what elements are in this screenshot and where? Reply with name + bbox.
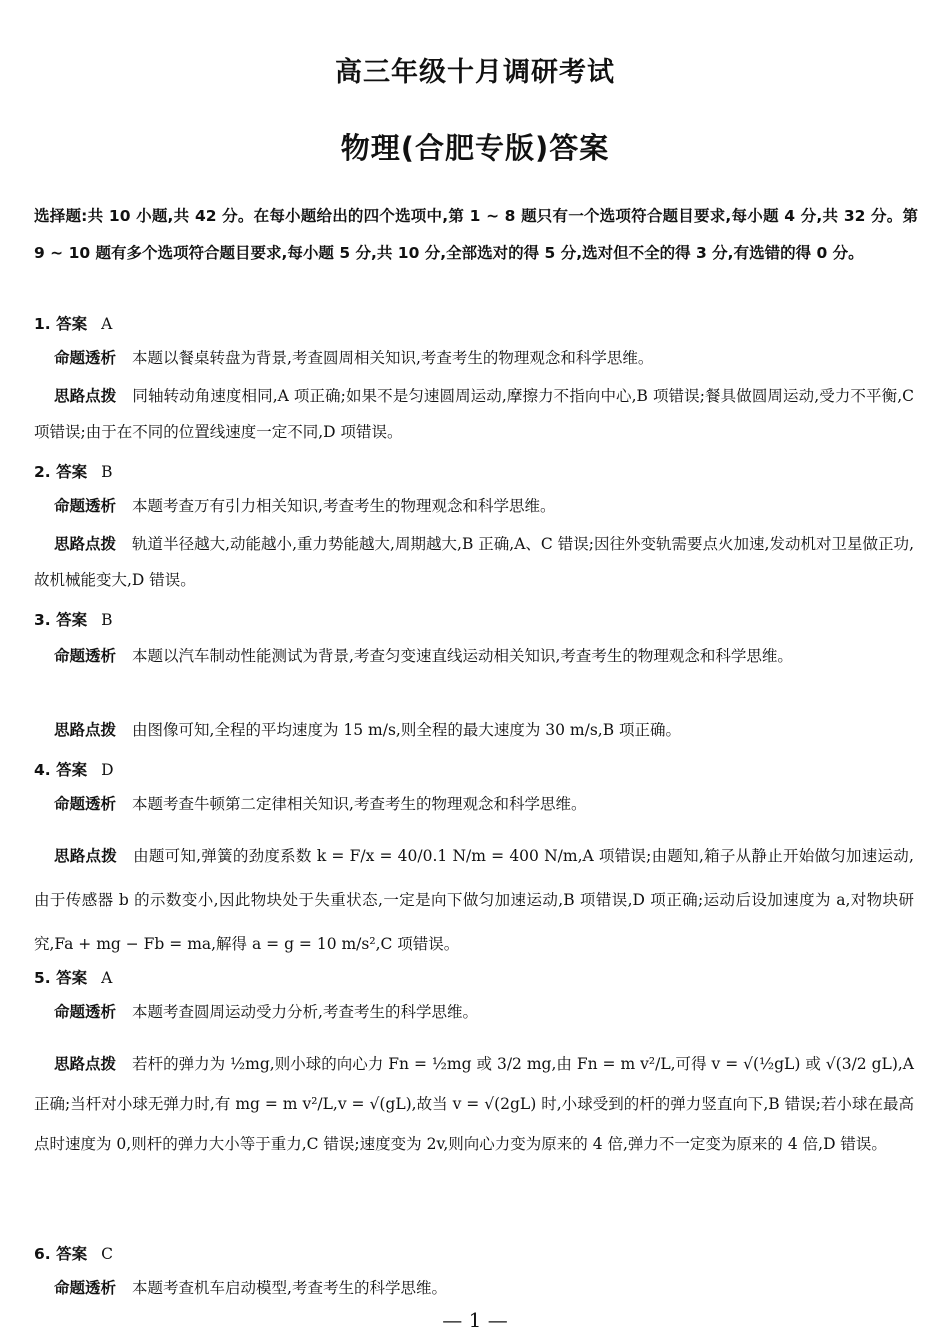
answer-letter: A	[101, 969, 113, 987]
question-6-analysis	[34, 1270, 914, 1306]
analysis-label: 命题透析	[54, 349, 117, 367]
question-1-hint	[34, 378, 914, 450]
instructions: 选择题:共 10 小题,共 42 分。在每小题给出的四个选项中,第 1 ~ 8 题只有一个选项符合题目要求,每小题 4 分,共 32 分。第 9 ~ 10 题有多个选项符合题目要求,每小题 5 分,共 10 分,全部选对的得 5 分,选对但不全的得 3 分,有选错的得 0 分。	[34, 207, 918, 262]
analysis-label: 命题透析	[54, 647, 117, 665]
question-2-hint	[34, 526, 914, 598]
analysis-label: 命题透析	[54, 497, 117, 515]
hint-label: 思路点拨	[54, 387, 117, 405]
analysis-text: 本题以餐桌转盘为背景,考查圆周相关知识,考查考生的物理观念和科学思维。	[132, 349, 654, 367]
question-3-hint	[34, 712, 914, 748]
question-head: 6. 答案	[34, 1245, 88, 1263]
question-head: 3. 答案	[34, 611, 88, 629]
analysis-text: 本题考查机车启动模型,考查考生的科学思维。	[132, 1279, 447, 1297]
question-head: 2. 答案	[34, 463, 88, 481]
question-2-answer	[34, 460, 112, 482]
hint-text: 同轴转动角速度相同,A 项正确;如果不是匀速圆周运动,摩擦力不指向中心,B 项错误;餐具做圆周运动,受力不平衡,C 项错误;由于在不同的位置线速度一定不同,D 项错误。	[34, 387, 914, 441]
question-head: 4. 答案	[34, 761, 88, 779]
question-1-analysis	[34, 340, 914, 376]
question-5-analysis	[34, 994, 914, 1030]
hint-text: 若杆的弹力为 ½mg,则小球的向心力 Fn = ½mg 或 3/2 mg,由 Fn = m v²/L,可得 v = √(½gL) 或 √(3/2 gL),A 正确;当杆对小球无弹力时,有 mg = m v²/L,v = √(gL),故当 v = √(2gL) 时,小球受到的杆的弹力竖直向下,B 错误;若小球在最高点时速度为 0,则杆的弹力大小等于重力,C 错误;速度变为 2v,则向心力变为原来的 4 倍,弹力不一定变为原来的 4 倍,D 错误。	[34, 1055, 914, 1153]
analysis-label: 命题透析	[54, 1279, 117, 1297]
question-5-hint	[34, 1044, 914, 1164]
question-6-answer	[34, 1242, 113, 1264]
answer-letter: C	[101, 1245, 113, 1263]
analysis-text: 本题考查牛顿第二定律相关知识,考查考生的物理观念和科学思维。	[132, 795, 587, 813]
hint-label: 思路点拨	[54, 1055, 117, 1073]
analysis-text: 本题考查万有引力相关知识,考查考生的物理观念和科学思维。	[132, 497, 556, 515]
analysis-text: 本题考查圆周运动受力分析,考查考生的科学思维。	[132, 1003, 478, 1021]
analysis-text: 本题以汽车制动性能测试为背景,考查匀变速直线运动相关知识,考查考生的物理观念和科学思维。	[132, 647, 793, 665]
question-5-answer	[34, 966, 112, 988]
answer-subtitle: 物理(合肥专版)答案	[340, 131, 610, 165]
exam-title: 高三年级十月调研考试	[335, 57, 615, 88]
hint-text: 由图像可知,全程的平均速度为 15 m/s,则全程的最大速度为 30 m/s,B 项正确。	[132, 721, 682, 739]
hint-text: 由题可知,弹簧的劲度系数 k = F/x = 40/0.1 N/m = 400 N/m,A 项错误;由题知,箱子从静止开始做匀加速运动,由于传感器 b 的示数变小,因此物块处于失重状态,一定是向下做匀加速运动,B 项错误,D 项正确;运动后设加速度为 a,对物块研究,Fa + mg − Fb = ma,解得 a = g = 10 m/s²,C 项错误。	[34, 847, 914, 953]
hint-label: 思路点拨	[54, 535, 117, 553]
question-4-analysis	[34, 786, 914, 822]
answer-letter: D	[101, 761, 114, 779]
question-1-answer	[34, 312, 112, 334]
hint-label: 思路点拨	[54, 721, 117, 739]
analysis-label: 命题透析	[54, 1003, 117, 1021]
answer-letter: A	[101, 315, 113, 333]
answer-letter: B	[101, 611, 113, 629]
question-head: 1. 答案	[34, 315, 88, 333]
question-3-answer	[34, 608, 112, 630]
hint-text: 轨道半径越大,动能越小,重力势能越大,周期越大,B 正确,A、C 错误;因往外变轨需要点火加速,发动机对卫星做正功,故机械能变大,D 错误。	[34, 535, 914, 589]
question-3-analysis	[34, 638, 914, 674]
page-number: — 1 —	[442, 1308, 508, 1332]
analysis-label: 命题透析	[54, 795, 117, 813]
hint-label: 思路点拨	[54, 847, 118, 865]
question-head: 5. 答案	[34, 969, 88, 987]
question-4-answer	[34, 758, 114, 780]
answer-letter: B	[101, 463, 113, 481]
question-4-hint	[34, 834, 914, 966]
question-2-analysis	[34, 488, 914, 524]
